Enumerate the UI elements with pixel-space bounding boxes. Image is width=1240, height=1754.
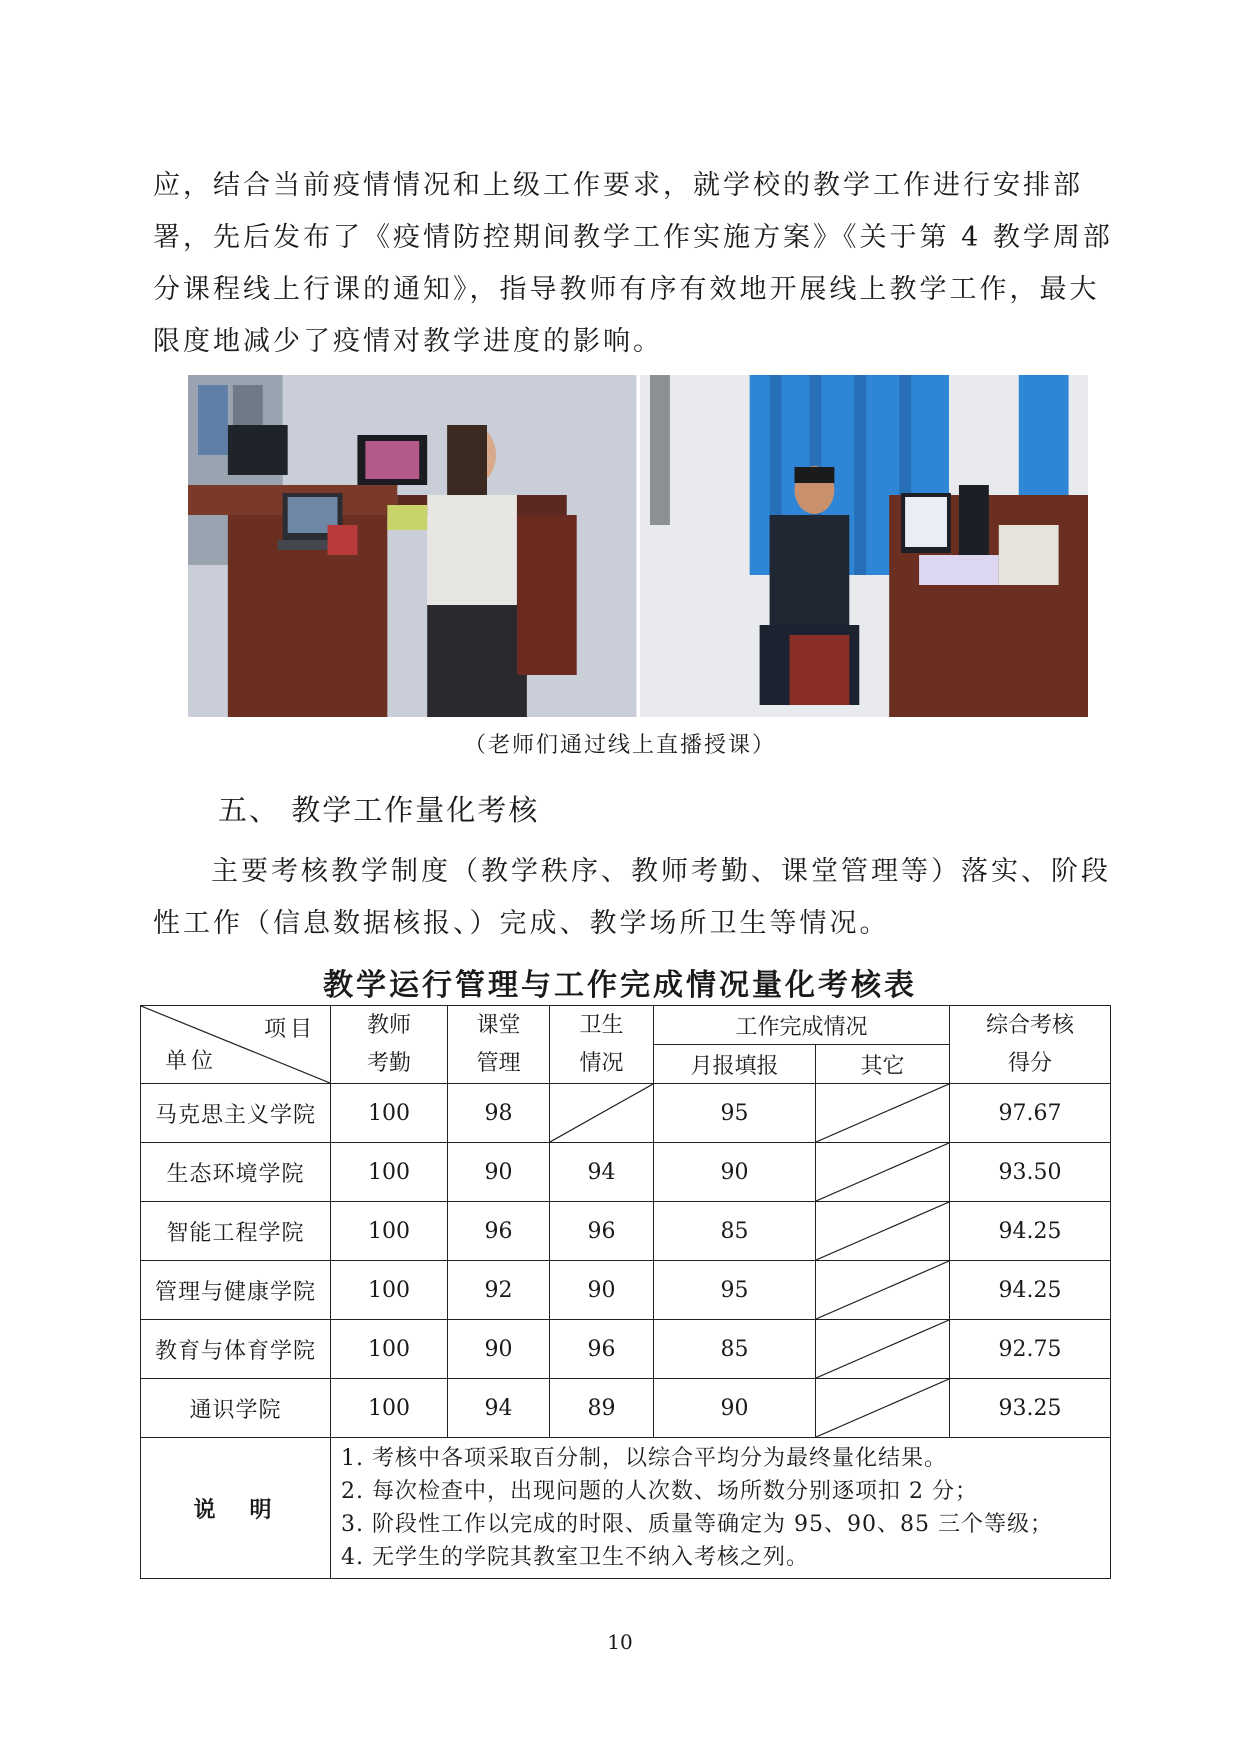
cell-unit: 智能工程学院	[141, 1202, 331, 1261]
cell-other	[816, 1143, 950, 1202]
empty-cell-diagonal	[816, 1379, 949, 1437]
note-line: 2. 每次检查中，出现问题的人次数、场所数分别逐项扣 2 分；	[341, 1479, 978, 1504]
empty-cell-diagonal	[816, 1202, 949, 1260]
notes-row	[141, 1438, 1111, 1579]
header-hygiene-label: 卫生情况	[579, 1012, 624, 1076]
section-heading: 五、 教学工作量化考核	[218, 793, 540, 827]
note-line: 1. 考核中各项采取百分制，以综合平均分为最终量化结果。	[341, 1446, 947, 1471]
cell-monthly-report: 85	[654, 1320, 816, 1379]
cell-classroom: 90	[448, 1320, 550, 1379]
cell-other	[816, 1202, 950, 1261]
cell-classroom: 98	[448, 1084, 550, 1143]
table-row	[141, 1084, 1111, 1143]
table-row	[141, 1261, 1111, 1320]
cell-unit: 马克思主义学院	[141, 1084, 331, 1143]
cell-other	[816, 1084, 950, 1143]
cell-unit: 通识学院	[141, 1379, 331, 1438]
cell-unit: 生态环境学院	[141, 1143, 331, 1202]
note-line: 4. 无学生的学院其教室卫生不纳入考核之列。	[341, 1545, 809, 1570]
cell-monthly-report: 90	[654, 1379, 816, 1438]
header-monthly-report: 月报填报	[654, 1045, 816, 1084]
photo-caption: （老师们通过线上直播授课）	[463, 733, 776, 758]
table-row	[141, 1202, 1111, 1261]
empty-cell-diagonal	[550, 1084, 653, 1142]
cell-unit: 管理与健康学院	[141, 1261, 331, 1320]
cell-attendance: 100	[331, 1084, 448, 1143]
cell-hygiene	[550, 1084, 654, 1143]
table-row	[141, 1379, 1111, 1438]
body-paragraph-2: 主要考核教学制度（教学秩序、教师考勤、课堂管理等）落实、阶段性工作（信息数据核报、）完成、教学场所卫生等情况。	[153, 856, 1111, 939]
header-teacher-attendance	[331, 1006, 448, 1084]
cell-other	[816, 1261, 950, 1320]
cell-attendance: 100	[331, 1143, 448, 1202]
photo-teacher-woman-live-class	[188, 375, 637, 717]
header-hygiene	[550, 1006, 654, 1084]
table-row	[141, 1320, 1111, 1379]
header-classroom-management-label: 课堂管理	[476, 1012, 521, 1076]
cell-total-score: 92.75	[950, 1320, 1111, 1379]
photo-teacher-man-illustration	[640, 375, 1089, 717]
photo-teacher-woman-illustration	[188, 375, 637, 717]
cell-hygiene: 90	[550, 1261, 654, 1320]
cell-monthly-report: 95	[654, 1261, 816, 1320]
corner-label-unit: 单位	[165, 1049, 218, 1074]
cell-attendance: 100	[331, 1261, 448, 1320]
cell-hygiene: 94	[550, 1143, 654, 1202]
cell-attendance: 100	[331, 1320, 448, 1379]
header-work-completion: 工作完成情况	[654, 1006, 950, 1045]
header-classroom-management	[448, 1006, 550, 1084]
page-number: 10	[607, 1630, 633, 1654]
cell-classroom: 94	[448, 1379, 550, 1438]
empty-cell-diagonal	[816, 1261, 949, 1319]
cell-total-score: 97.67	[950, 1084, 1111, 1143]
assessment-table	[140, 1005, 1111, 1579]
table-body	[141, 1084, 1111, 1438]
body-paragraph-1: 应，结合当前疫情情况和上级工作要求，就学校的教学工作进行安排部署，先后发布了《疫情防控期间教学工作实施方案》《关于第 4 教学周部分课程线上行课的通知》，指导教师有序有效地开展线上教学工作，最大限度地减少了疫情对教学进度的影响。	[153, 170, 1113, 357]
notes-label: 说 明	[141, 1438, 331, 1579]
header-total-score-label: 综合考核得分	[986, 1012, 1075, 1076]
cell-total-score: 94.25	[950, 1202, 1111, 1261]
table-title: 教学运行管理与工作完成情况量化考核表	[323, 968, 917, 1003]
cell-monthly-report: 95	[654, 1084, 816, 1143]
cell-attendance: 100	[331, 1202, 448, 1261]
table-row	[141, 1143, 1111, 1202]
cell-attendance: 100	[331, 1379, 448, 1438]
header-total-score	[950, 1006, 1111, 1084]
cell-total-score: 93.25	[950, 1379, 1111, 1438]
cell-classroom: 92	[448, 1261, 550, 1320]
cell-total-score: 94.25	[950, 1261, 1111, 1320]
photo-teacher-man-live-class	[640, 375, 1089, 717]
cell-classroom: 90	[448, 1143, 550, 1202]
empty-cell-diagonal	[816, 1320, 949, 1378]
cell-classroom: 96	[448, 1202, 550, 1261]
corner-header-cell	[141, 1006, 331, 1084]
cell-monthly-report: 85	[654, 1202, 816, 1261]
photo-strip	[188, 375, 1088, 717]
cell-hygiene: 96	[550, 1202, 654, 1261]
notes-content	[331, 1438, 1111, 1579]
cell-hygiene: 96	[550, 1320, 654, 1379]
cell-other	[816, 1379, 950, 1438]
corner-label-item: 项目	[263, 1017, 316, 1042]
empty-cell-diagonal	[816, 1143, 949, 1201]
cell-total-score: 93.50	[950, 1143, 1111, 1202]
note-line: 3. 阶段性工作以完成的时限、质量等确定为 95、90、85 三个等级；	[341, 1512, 1053, 1537]
cell-unit: 教育与体育学院	[141, 1320, 331, 1379]
cell-other	[816, 1320, 950, 1379]
cell-hygiene: 89	[550, 1379, 654, 1438]
cell-monthly-report: 90	[654, 1143, 816, 1202]
header-teacher-attendance-label: 教师考勤	[366, 1012, 411, 1076]
table-header-row-1	[141, 1006, 1111, 1045]
header-other: 其它	[816, 1045, 950, 1084]
empty-cell-diagonal	[816, 1084, 949, 1142]
